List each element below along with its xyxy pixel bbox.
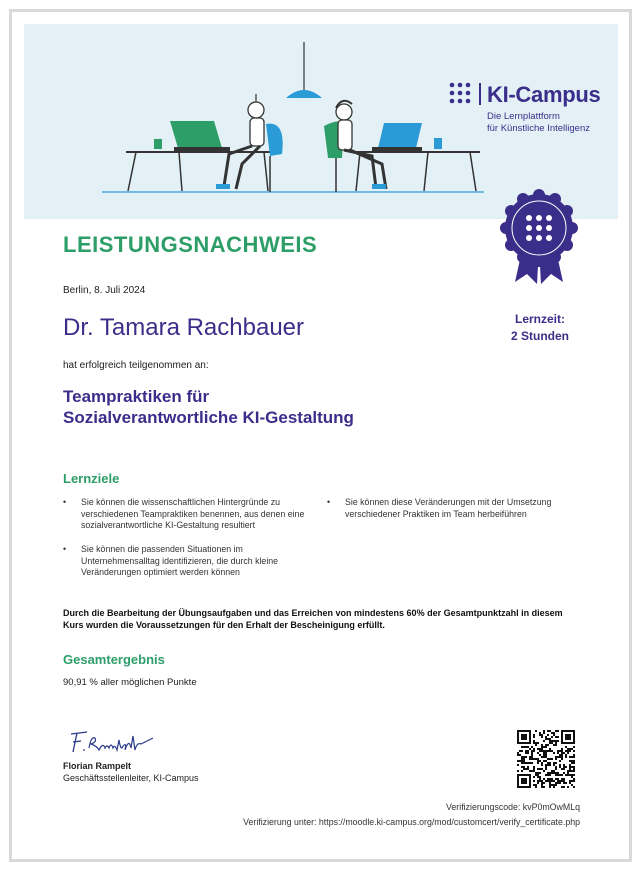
participation-text: hat erfolgreich teilgenommen an:: [63, 360, 209, 371]
signer-role: Geschäftsstellenleiter, KI-Campus: [63, 773, 199, 783]
verification-url: Verifizierung unter: https://moodle.ki-campus.org/mod/customcert/verify_certificate.php: [243, 817, 580, 827]
logo-tagline-line-2: für Künstliche Intelligenz: [487, 123, 590, 134]
gesamtergebnis-heading: Gesamtergebnis: [63, 652, 165, 667]
signer-name: Florian Rampelt: [63, 761, 132, 771]
lernzeit-box: [490, 311, 590, 345]
gesamtergebnis-value: 90,91 % aller möglichen Punkte: [63, 677, 197, 688]
certificate-title: LEISTUNGSNACHWEIS: [63, 232, 318, 257]
course-title-line-2: Sozialverantwortliche KI-Gestaltung: [63, 408, 354, 427]
lernzeit-value: 2 Stunden: [510, 329, 569, 343]
place-date: Berlin, 8. Juli 2024: [63, 285, 146, 296]
ki-campus-logo-icon: [449, 82, 471, 104]
logo-divider: [479, 83, 481, 105]
logo-tagline: [487, 111, 590, 135]
bullet-icon: •: [63, 497, 67, 507]
verification-code: Verifizierungscode: kvP0mOwMLq: [446, 802, 580, 812]
lernziele-heading: Lernziele: [63, 471, 120, 486]
logo-name: KI-Campus: [487, 82, 601, 107]
bullet-icon: •: [327, 497, 331, 507]
course-title: [63, 386, 354, 428]
recipient-name: Dr. Tamara Rachbauer: [63, 314, 305, 341]
lernzeit-label: Lernzeit:: [514, 312, 565, 326]
completion-statement: Durch die Bearbeitung der Übungsaufgaben und das Erreichen von mindestens 60% der Gesamtpunktzahl in diesem Kurs wurden die Voraussetzungen für den Erhalt der Bescheinigung erfüllt.: [63, 608, 563, 630]
course-title-line-1: Teampraktiken für: [63, 387, 210, 406]
logo-tagline-line-1: Die Lernplattform: [487, 111, 560, 122]
signature-image: [67, 728, 157, 756]
qr-code-icon: [517, 730, 575, 788]
bullet-icon: •: [63, 544, 67, 554]
seal-badge-icon: [493, 186, 585, 286]
